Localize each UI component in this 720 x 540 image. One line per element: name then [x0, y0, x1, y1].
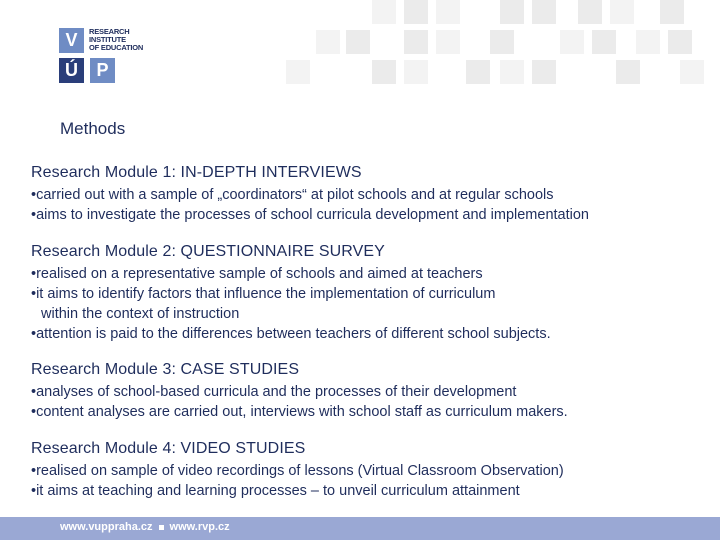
deco-square: [436, 30, 460, 54]
deco-square: [680, 60, 704, 84]
deco-square: [436, 0, 460, 24]
deco-square: [466, 60, 490, 84]
footer-separator: [159, 525, 164, 530]
research-module-4: [31, 440, 564, 501]
deco-square: [316, 30, 340, 54]
deco-square: [372, 60, 396, 84]
deco-square: [346, 30, 370, 54]
list-item: • attention is paid to the differences between teachers of different school subjects.: [31, 324, 551, 344]
footer-link-vuppraha[interactable]: www.vuppraha.cz: [60, 521, 153, 533]
module-heading: Research Module 2: QUESTIONNAIRE SURVEY: [31, 243, 385, 260]
page-title: Methods: [60, 119, 126, 138]
module-bullet-list: [31, 264, 551, 304]
list-item: • carried out with a sample of „coordinators“ at pilot schools and at regular schools: [31, 185, 589, 205]
logo-v-block: V: [59, 28, 84, 53]
footer-links: [60, 521, 230, 533]
module-bullet-list: [31, 185, 589, 225]
module-heading: Research Module 4: VIDEO STUDIES: [31, 440, 306, 457]
research-module-1: [31, 164, 589, 225]
deco-square: [404, 30, 428, 54]
research-module-2: [31, 243, 551, 344]
list-item: • it aims to identify factors that influence the implementation of curriculum: [31, 284, 551, 304]
deco-square: [404, 60, 428, 84]
deco-square: [610, 0, 634, 24]
list-item: • content analyses are carried out, interviews with school staff as curriculum makers.: [31, 402, 568, 422]
list-item-continuation: within the context of instruction: [41, 306, 240, 322]
footer-bar: [0, 517, 720, 540]
list-item: • analyses of school-based curricula and the processes of their development: [31, 382, 568, 402]
list-item: • it aims at teaching and learning processes – to unveil curriculum attainment: [31, 481, 564, 501]
deco-square: [500, 60, 524, 84]
list-item: • realised on a representative sample of schools and aimed at teachers: [31, 264, 551, 284]
logo-text-line1: RESEARCH: [89, 27, 130, 36]
logo-text: [89, 28, 199, 52]
deco-square: [532, 0, 556, 24]
logo-text-line2: INSTITUTE: [89, 35, 126, 44]
footer-link-rvp[interactable]: www.rvp.cz: [169, 521, 230, 533]
deco-square: [592, 30, 616, 54]
deco-square: [490, 30, 514, 54]
list-item: • aims to investigate the processes of school curricula development and implementation: [31, 205, 589, 225]
logo-text-line3: OF EDUCATION: [89, 43, 144, 52]
module-heading: Research Module 1: IN-DEPTH INTERVIEWS: [31, 164, 362, 181]
module-bullet-list: [31, 324, 551, 344]
deco-square: [532, 60, 556, 84]
logo-u-block: Ú: [59, 58, 84, 83]
deco-square: [578, 0, 602, 24]
deco-square: [616, 60, 640, 84]
list-item: • realised on sample of video recordings of lessons (Virtual Classroom Observation): [31, 461, 564, 481]
deco-square: [404, 0, 428, 24]
deco-square: [660, 0, 684, 24]
module-bullet-list: [31, 461, 564, 501]
deco-square: [500, 0, 524, 24]
deco-square: [286, 60, 310, 84]
deco-square: [372, 0, 396, 24]
logo-p-block: P: [90, 58, 115, 83]
research-module-3: [31, 361, 568, 422]
deco-square: [560, 30, 584, 54]
deco-square: [636, 30, 660, 54]
deco-square: [668, 30, 692, 54]
module-heading: Research Module 3: CASE STUDIES: [31, 361, 300, 378]
module-bullet-list: [31, 382, 568, 422]
